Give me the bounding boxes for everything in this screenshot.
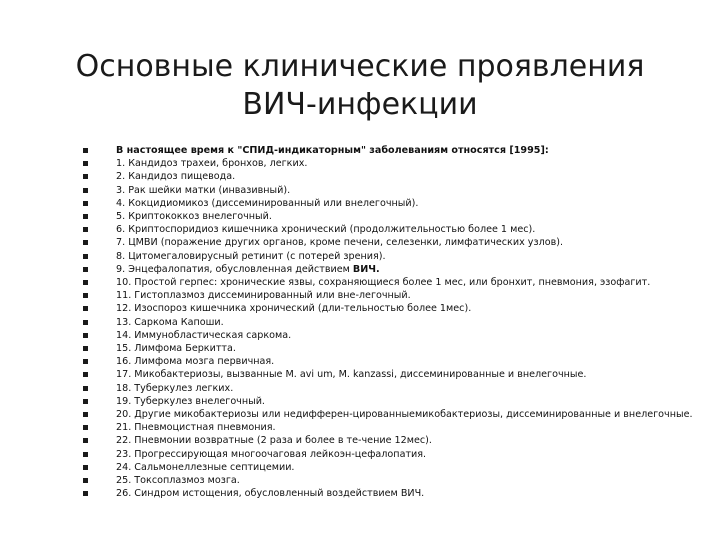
bullet-icon xyxy=(83,333,88,338)
list-item xyxy=(83,210,693,223)
list-item-text: 1. Кандидоз трахеи, бронхов, легких. xyxy=(116,158,308,170)
bullet-icon xyxy=(83,452,88,457)
bullet-icon xyxy=(83,201,88,206)
list-item xyxy=(83,223,693,236)
bullet-icon xyxy=(83,214,88,219)
bullet-icon xyxy=(83,346,88,351)
bullet-icon xyxy=(83,161,88,166)
bullet-icon xyxy=(83,254,88,259)
list-item-text: 12. Изоспороз кишечника хронический (дли-тельностью более 1мес). xyxy=(116,303,472,315)
list-item-text: 17. Микобактериозы, вызванные M. avi um, M. kanzassi, диссеминированные и внелегочные. xyxy=(116,369,587,381)
bullet-icon xyxy=(83,412,88,417)
bullet-icon xyxy=(83,148,88,153)
list-item-text: 7. ЦМВИ (поражение других органов, кроме печени, селезенки, лимфатических узлов). xyxy=(116,237,564,249)
slide-title xyxy=(60,48,660,124)
list-item xyxy=(83,408,693,421)
bullet-icon xyxy=(83,267,88,272)
list-item-text-bold: ВИЧ. xyxy=(352,263,380,275)
list-item xyxy=(83,197,693,210)
list-item xyxy=(83,329,693,342)
list-item xyxy=(83,289,693,302)
list-item xyxy=(83,434,693,447)
list-item-text: 21. Пневмоцистная пневмония. xyxy=(116,422,276,434)
bullet-icon xyxy=(83,280,88,285)
list-item xyxy=(83,170,693,183)
list-item xyxy=(83,342,693,355)
bullet-icon xyxy=(83,491,88,496)
list-item-text: 26. Синдром истощения, обусловленный воздействием ВИЧ. xyxy=(116,488,425,500)
bullet-icon xyxy=(83,174,88,179)
list-item xyxy=(83,448,693,461)
list-item-text: 2. Кандидоз пищевода. xyxy=(116,171,236,183)
bullet-icon xyxy=(83,188,88,193)
slide-title-line-2: ВИЧ-инфекции xyxy=(242,87,478,122)
bullet-icon xyxy=(83,425,88,430)
bullet-icon xyxy=(83,306,88,311)
list-item-text: 4. Кокцидиомикоз (диссеминированный или внелегочный). xyxy=(116,197,419,209)
list-item-text: 3. Рак шейки матки (инвазивный). xyxy=(116,184,291,196)
list-item-text xyxy=(116,263,693,276)
list-item-text: 18. Туберкулез легких. xyxy=(116,382,234,394)
list-item xyxy=(83,302,693,315)
bullet-icon xyxy=(83,227,88,232)
manifestations-list xyxy=(83,144,693,500)
list-item-text: 23. Прогрессирующая многоочаговая лейкоэн-цефалопатия. xyxy=(116,448,427,460)
list-item-text: 15. Лимфома Беркитта. xyxy=(116,343,236,355)
bullet-icon xyxy=(83,478,88,483)
list-item-text: 10. Простой герпес: хронические язвы, сохраняющиеся более 1 мес, или бронхит, пневмония, эзофагит. xyxy=(116,277,651,289)
list-item-text-main: 9. Энцефалопатия, обусловленная действием xyxy=(116,263,353,275)
bullet-icon xyxy=(83,293,88,298)
list-item xyxy=(83,157,693,170)
list-item xyxy=(83,236,693,249)
list-item-text: 16. Лимфома мозга первичная. xyxy=(116,356,275,368)
list-item-text: 13. Саркома Капоши. xyxy=(116,316,224,328)
list-item xyxy=(83,250,693,263)
slide-title-line-1: Основные клинические проявления xyxy=(75,49,645,84)
list-item xyxy=(83,368,693,381)
list-item-text: 6. Криптоспоридиоз кишечника хронический (продолжительностью более 1 мес). xyxy=(116,224,536,236)
list-item-text: 8. Цитомегаловирусный ретинит (с потерей зрения). xyxy=(116,250,386,262)
list-item xyxy=(83,382,693,395)
list-item-text: 25. Токсоплазмоз мозга. xyxy=(116,475,240,487)
list-item-text: 5. Криптококкоз внелегочный. xyxy=(116,211,272,223)
list-item-text: 22. Пневмонии возвратные (2 раза и более в те-чение 12мес). xyxy=(116,435,432,447)
list-item-text: 14. Иммунобластическая саркома. xyxy=(116,329,292,341)
list-item xyxy=(83,184,693,197)
list-item-text: 19. Туберкулез внелегочный. xyxy=(116,395,265,407)
bullet-icon xyxy=(83,465,88,470)
list-item xyxy=(83,276,693,289)
bullet-icon xyxy=(83,372,88,377)
list-item xyxy=(83,395,693,408)
list-item xyxy=(83,316,693,329)
list-item xyxy=(83,461,693,474)
list-item xyxy=(83,487,693,500)
list-item-text: В настоящее время к "СПИД-индикаторным" заболеваниям относятся [1995]: xyxy=(116,145,549,156)
list-item xyxy=(83,474,693,487)
list-item xyxy=(83,421,693,434)
bullet-icon xyxy=(83,359,88,364)
bullet-icon xyxy=(83,320,88,325)
list-item xyxy=(83,355,693,368)
list-item-text: 24. Сальмонеллезные септицемии. xyxy=(116,461,295,473)
list-item-text: 20. Другие микобактериозы или недифферен-цированныемикобактериозы, диссеминированные и внелегочные. xyxy=(116,409,693,421)
list-item-text: 11. Гистоплазмоз диссеминированный или вне-легочный. xyxy=(116,290,411,302)
bullet-icon xyxy=(83,386,88,391)
list-item xyxy=(83,144,693,157)
list-item xyxy=(83,263,693,276)
bullet-icon xyxy=(83,399,88,404)
bullet-icon xyxy=(83,438,88,443)
bullet-icon xyxy=(83,240,88,245)
